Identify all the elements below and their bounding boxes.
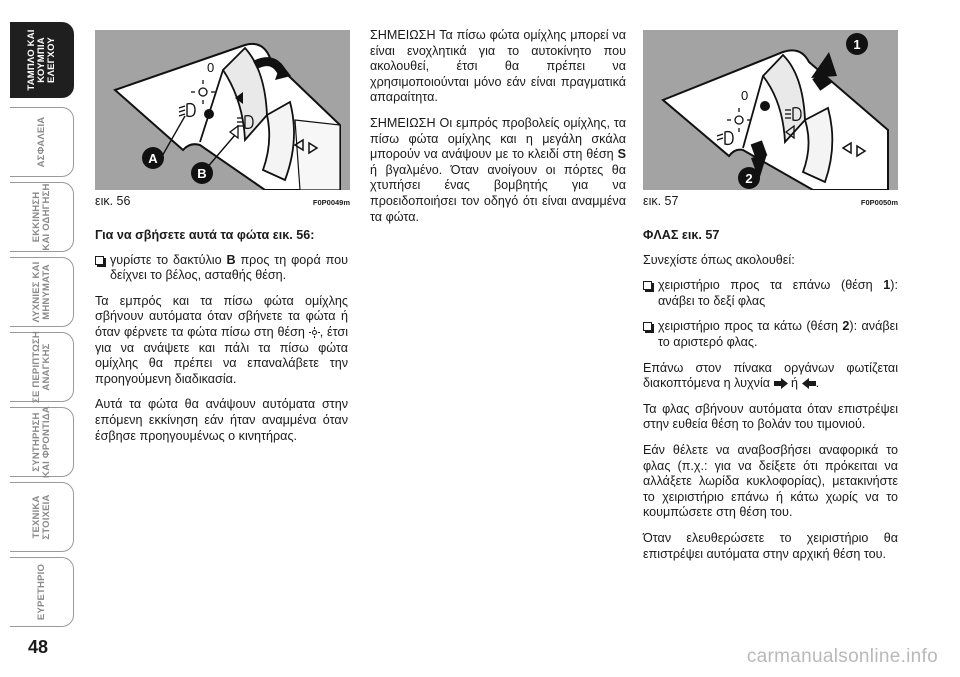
marker-a-label: A <box>148 151 158 166</box>
tab-label: ΛΥΧΝΙΕΣ ΚΑΙ ΜΗΝΥΜΑΤΑ <box>30 261 52 323</box>
section-heading: Για να σβήσετε αυτά τα φώτα εικ. 56: <box>95 228 315 242</box>
position-zero-symbol: 0 <box>207 60 215 75</box>
figure-56-code: F0P0049m <box>312 198 350 207</box>
key-position-label: S <box>617 147 626 162</box>
section-heading: ΦΛΑΣ εικ. 57 <box>643 228 720 242</box>
ring-key-label: B <box>226 252 236 267</box>
column-turn-signals <box>643 228 898 572</box>
bullet-text: χειριστήριο προς τα κάτω (θέση <box>658 319 843 334</box>
checkbox-bullet-icon <box>643 322 652 331</box>
paragraph-text: , έτσι για να ανάψετε και πάλι τα πίσω φώτα ομίχλης θα πρέπει να επαναλάβετε την προηγούμενη διαδικασία. <box>95 324 348 386</box>
column-fog-lights-off <box>95 228 348 454</box>
checkbox-bullet-icon <box>643 281 652 290</box>
paragraph: Εάν θέλετε να αναβοσβήσει αναφορικά το φλας (π.χ.: για να δείξετε ότι πρόκειται να αλλάξετε λωρίδα κυκλοφορίας), μετακινήστε το χειριστήριο επάνω ή κάτω χωρίς να το κουμπώσετε στη θέση του. <box>643 442 898 520</box>
paragraph-text: Τα εμπρός και τα πίσω φώτα ομίχλης σβήνουν αυτόματα όταν σβήνετε τα φώτα ή όταν φέρνετε τα φώτα πίσω στη θέση <box>95 293 348 339</box>
paragraph: Όταν ελευθερώσετε το χειριστήριο θα επιστρέψει αυτόματα στην αρχική θέση του. <box>643 530 898 561</box>
tab-label: ΣΥΝΤΗΡΗΣΗ ΚΑΙ ΦΡΟΝΤΙΔΑ <box>30 406 52 478</box>
tab-label: ΕΚΚΙΝΗΣΗ ΚΑΙ ΟΔΗΓΗΣΗ <box>30 183 52 251</box>
figure-56 <box>95 30 350 208</box>
list-item <box>95 253 348 284</box>
paragraph: Τα φλας σβήνουν αυτόματα όταν επιστρέψει στην ευθεία θέση το βολάν του τιμονιού. <box>643 401 898 432</box>
figure-57 <box>643 30 898 208</box>
position-key-label: 2 <box>842 319 850 334</box>
tab-label: ΣΕ ΠΕΡΙΠΤΩΣΗ ΑΝΑΓΚΗΣ <box>30 331 52 403</box>
paragraph-text: ή βγαλμένο. Όταν ανοίγουν οι πόρτες θα χτυπήσει ένας βομβητής για να προειδοποιήσει τον οδηγό ότι είναι αναμμένα τα φώτα. <box>370 162 626 224</box>
tab-technical-data[interactable] <box>10 482 74 552</box>
tab-safety[interactable] <box>10 107 74 177</box>
note-paragraph <box>370 116 626 225</box>
figure-57-illustration <box>643 30 898 190</box>
tab-dashboard-controls[interactable] <box>10 22 74 98</box>
paragraph: Αυτά τα φώτα θα ανάψουν αυτόματα στην επόμενη εκκίνηση εάν ήταν αναμμένα όταν έσβησε προηγουμένως ο κινητήρας. <box>95 397 348 443</box>
light-stalk-ring-illustration <box>95 30 350 190</box>
figure-56-illustration <box>95 30 350 190</box>
figure-56-caption: εικ. 56 <box>95 194 131 208</box>
tab-warning-lights[interactable] <box>10 257 74 327</box>
tab-maintenance[interactable] <box>10 407 74 477</box>
paragraph-text: . <box>815 376 820 391</box>
paragraph <box>95 294 348 388</box>
ring-dot-marker <box>760 101 770 111</box>
list-item <box>643 319 898 350</box>
tab-label: ΤΑΜΠΛΟ ΚΑΙ ΚΟΥΜΠΙΑ ΕΛΕΓΧΟΥ <box>25 29 57 91</box>
tab-label: ΑΣΦΑΛΕΙΑ <box>35 116 47 168</box>
bullet-text: χειριστήριο προς τα επάνω (θέση <box>658 278 884 293</box>
bullet-text: γυρίστε το δακτύλιο <box>110 252 227 267</box>
sidelight-sun-icon <box>309 327 320 338</box>
page-number: 48 <box>28 637 49 657</box>
paragraph: Συνεχίστε όπως ακολουθεί: <box>643 252 795 267</box>
checkbox-bullet-icon <box>95 256 104 265</box>
ring-dot-marker <box>204 109 214 119</box>
tab-label: ΕΥΡΕΤΗΡΙΟ <box>35 563 47 621</box>
turn-signal-stalk-illustration <box>643 30 898 190</box>
paragraph-text: ΣΗΜΕΙΩΣΗ Οι εμπρός προβολείς ομίχλης, τα πίσω φώτα ομίχλης και η μεγάλη σκάλα μπορούν να ανάψουν με το κλειδί στη θέση <box>370 115 626 162</box>
marker-2-label: 2 <box>745 171 753 186</box>
note-paragraph: ΣΗΜΕΙΩΣΗ Τα πίσω φώτα ομίχλης μπορεί να είναι ενοχλητικά για το αυτοκίνητο που ακολουθεί, έτσι θα πρέπει να χρησιμοποιούνται μόνο εάν είναι πραγματικά απαραίτητα. <box>370 28 626 105</box>
tab-starting-driving[interactable] <box>10 182 74 252</box>
paragraph-text: ή <box>787 376 802 391</box>
tab-label: ΤΕΧΝΙΚΑ ΣΤΟΙΧΕΙΑ <box>30 494 52 540</box>
column-notes <box>370 28 626 235</box>
position-zero-symbol: 0 <box>741 88 749 103</box>
figure-57-caption: εικ. 57 <box>643 194 679 208</box>
paragraph-text: Επάνω στον πίνακα οργάνων φωτίζεται διακοπτόμενα η λυχνία <box>643 360 898 391</box>
bullet-text: ): ανάβει το αριστερό φλας. <box>658 319 899 349</box>
left-arrow-icon <box>802 378 816 389</box>
bullet-text: προς τη φορά που δείχνει το βέλος, ασταθής θέση. <box>110 252 349 283</box>
position-key-label: 1 <box>883 278 891 293</box>
chapter-tab-bar <box>0 0 80 677</box>
right-arrow-icon <box>774 378 788 389</box>
list-item <box>643 278 898 309</box>
marker-1-label: 1 <box>853 37 861 52</box>
marker-b-label: B <box>197 166 207 181</box>
figure-57-code: F0P0050m <box>860 198 898 207</box>
paragraph <box>643 361 898 392</box>
watermark: carmanualsonline.info <box>746 646 938 667</box>
tab-index[interactable] <box>10 557 74 627</box>
bullet-text: ): ανάβει το δεξί φλας <box>658 278 898 308</box>
tab-emergency[interactable] <box>10 332 74 402</box>
